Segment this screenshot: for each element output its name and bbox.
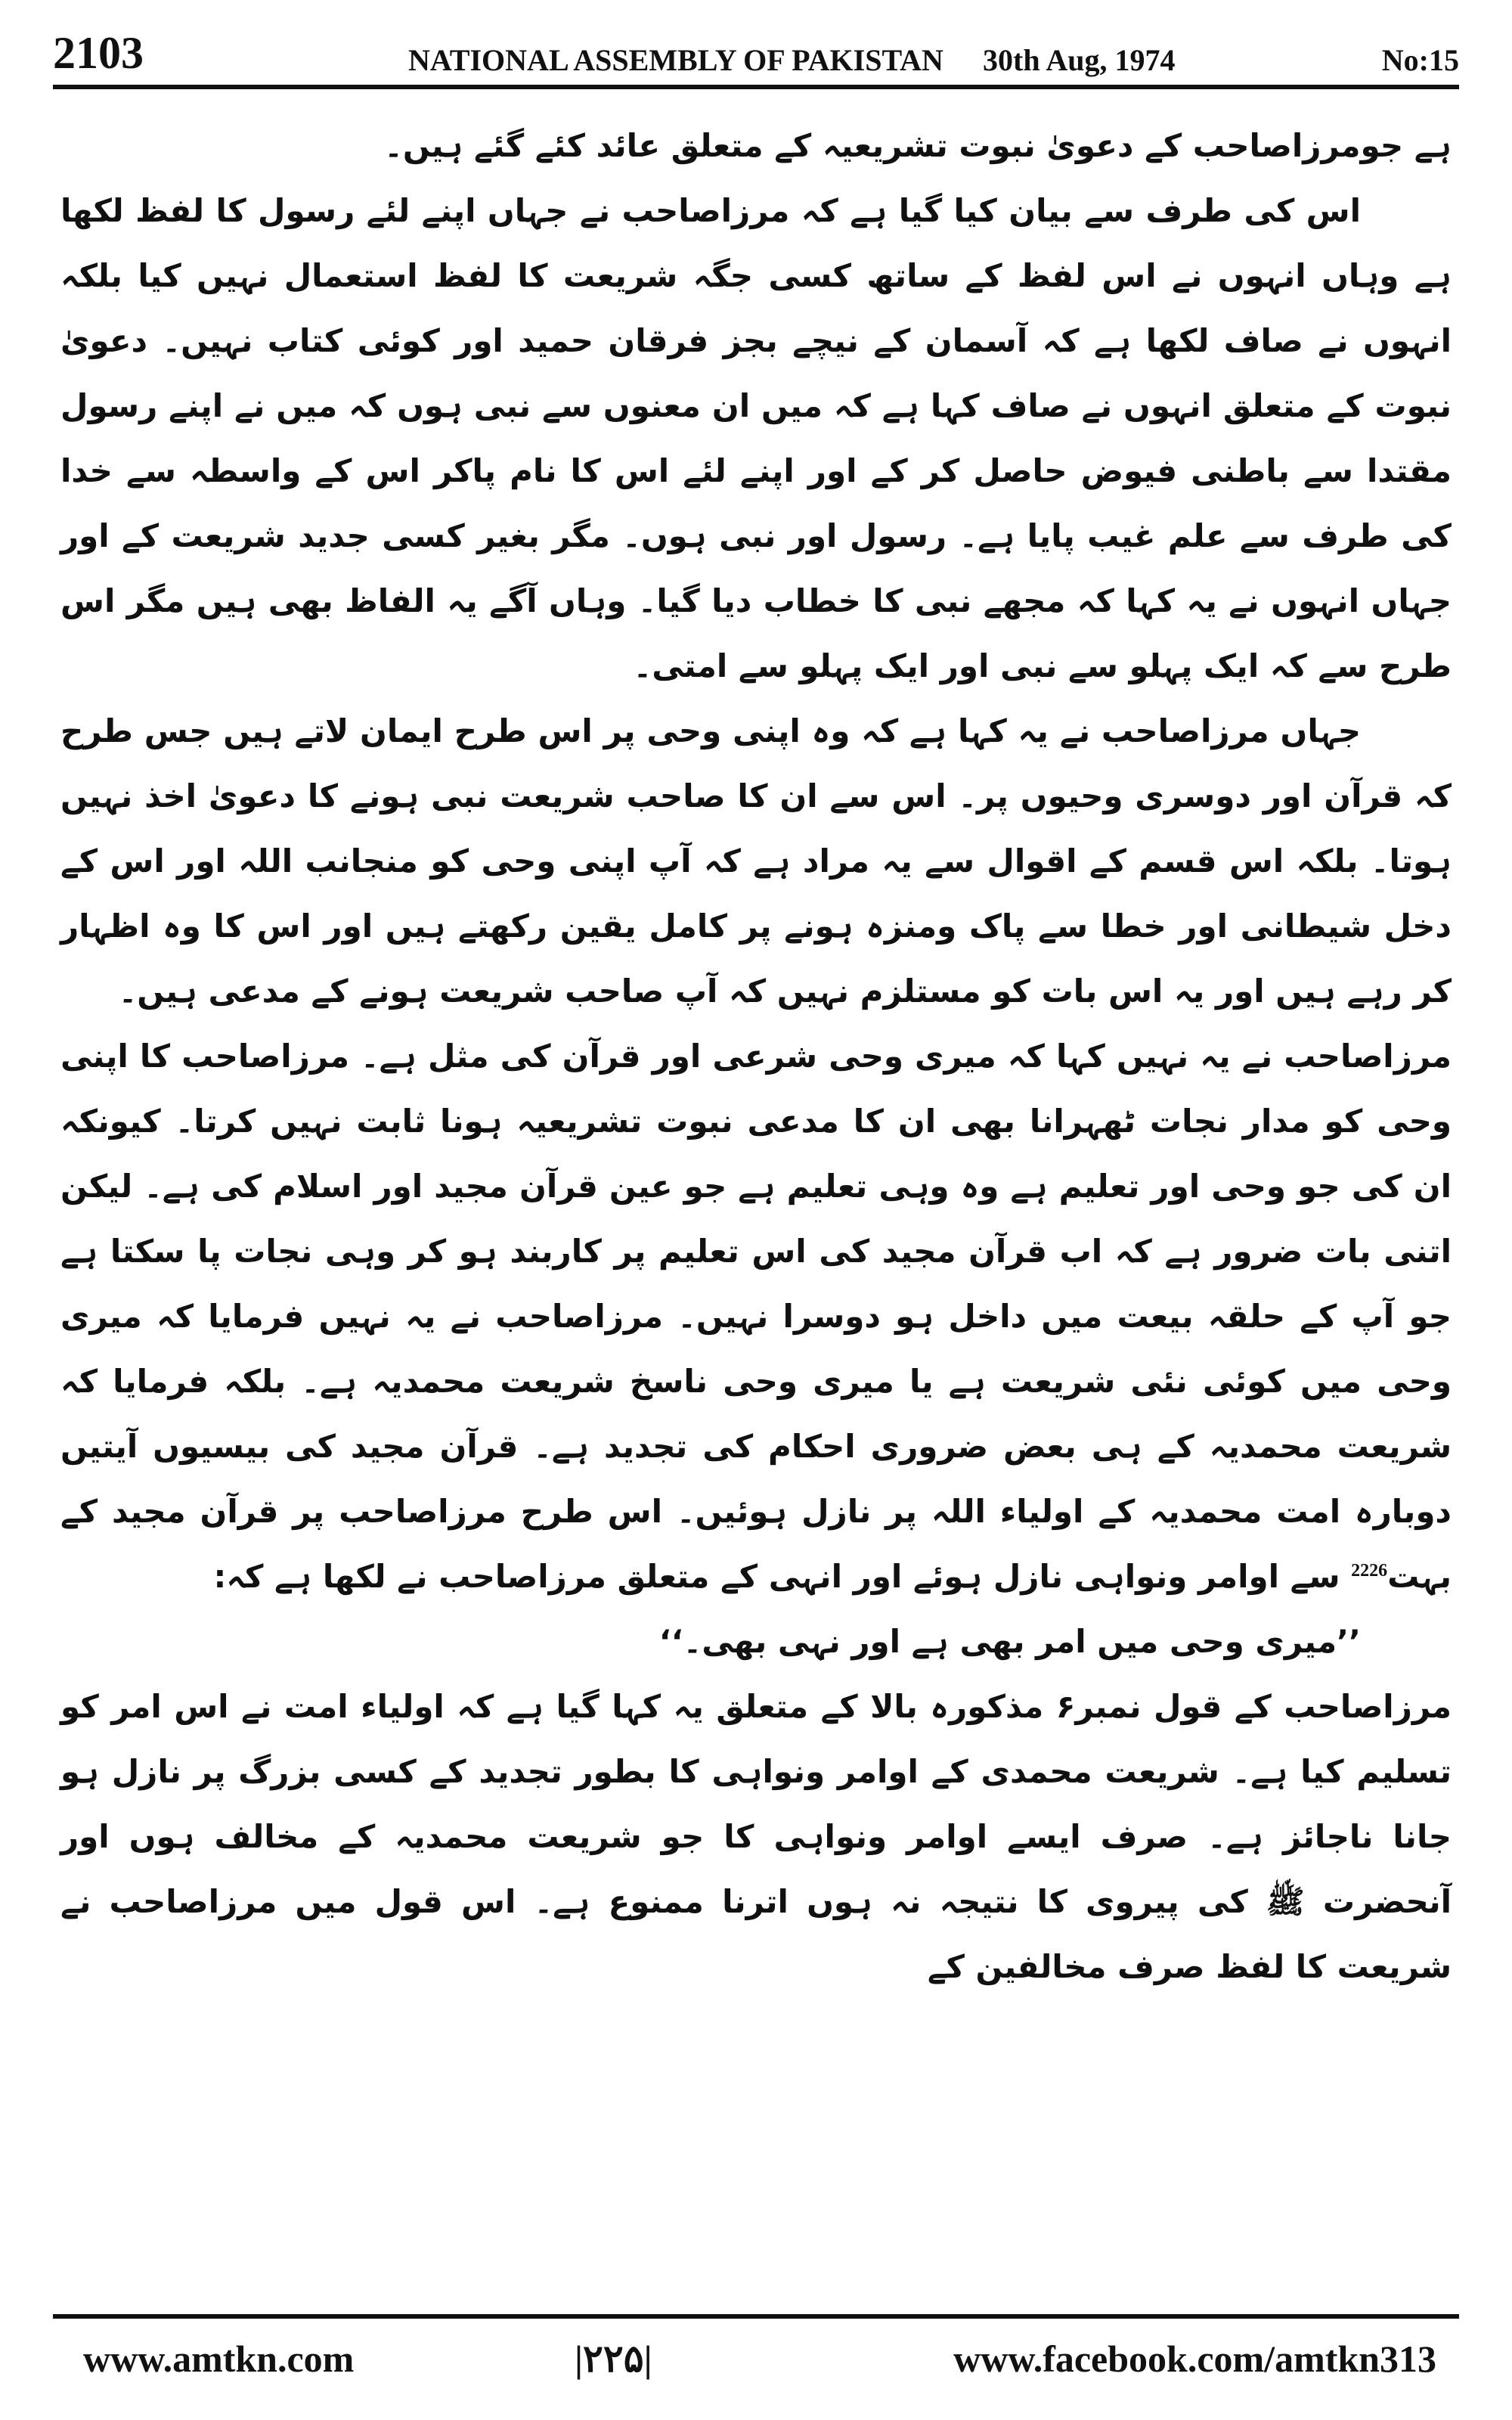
header-date: 30th Aug, 1974: [983, 43, 1176, 77]
header-issue-number: No:15: [1381, 43, 1459, 77]
paragraph-4-text-a: مرزاصاحب نے یہ نہیں کہا کہ میری وحی شرعی اور قرآن کی مثل ہے۔ مرزاصاحب کا اپنی وحی کو مدار نجات ٹھہرانا بھی ان کا مدعی نبوت تشریعیہ ہونا ثابت نہیں کرتا۔ کیونکہ ان کی جو وحی اور تعلیم ہے وہ وہی تعلیم ہے جو عین قرآن مجید اور اسلام کی ہے۔ لیکن اتنی بات ضرور ہے کہ اب قرآن مجید کی اس تعلیم پر کاربند ہو کر وہی نجات پا سکتا ہے جو آپ کے حلقہ بیعت میں داخل ہو دوسرا نہیں۔ مرزاصاحب نے یہ نہیں فرمایا کہ میری وحی میں کوئی نئی شریعت ہے یا میری وحی ناسخ شریعت محمدیہ ہے۔ بلکہ فرمایا کہ شریعت محمدیہ کے ہی بعض ضروری احکام کی تجدید ہے۔ قرآن مجید کی بیسیوں آیتیں دوبارہ امت محمدیہ کے اولیاء اللہ پر نازل ہوئیں۔ اس طرح مرزاصاحب پر قرآن مجید کے بہت: [60, 1038, 1452, 1595]
paragraph-2: اس کی طرف سے بیان کیا گیا ہے کہ مرزاصاحب نے جہاں اپنے لئے رسول کا لفظ لکھا ہے وہاں انہوں نے اس لفظ کے ساتھ کسی جگہ شریعت کا لفظ استعمال نہیں کیا بلکہ انہوں نے صاف لکھا ہے کہ آسمان کے نیچے بجز فرقان حمید اور کوئی کتاب نہیں۔ دعویٰ نبوت کے متعلق انہوں نے صاف کہا ہے کہ میں ان معنوں سے نبی ہوں کہ میں نے اپنے رسول مقتدا سے باطنی فیوض حاصل کر کے اور اپنے لئے اس کا نام پاکر اس کے واسطہ سے خدا کی طرف سے علم غیب پایا ہے۔ رسول اور نبی ہوں۔ مگر بغیر کسی جدید شریعت کے اور جہاں انہوں نے یہ کہا کہ مجھے نبی کا خطاب دیا گیا۔ وہاں آگے یہ الفاظ بھی ہیں مگر اس طرح سے کہ ایک پہلو سے نبی اور ایک پہلو سے امتی۔: [60, 192, 1452, 684]
page-footer: [53, 2337, 1459, 2390]
header-title: NATIONAL ASSEMBLY OF PAKISTAN: [408, 43, 943, 77]
paragraph-3: جہاں مرزاصاحب نے یہ کہا ہے کہ وہ اپنی وحی پر اس طرح ایمان لاتے ہیں جس طرح کہ قرآن اور دوسری وحیوں پر۔ اس سے ان کا صاحب شریعت نبی ہونے کا دعویٰ اخذ نہیں ہوتا۔ بلکہ اس قسم کے اقوال سے یہ مراد ہے کہ آپ اپنی وحی کو منجانب اللہ اور اس کے دخل شیطانی اور خطا سے پاک ومنزہ ہونے پر کامل یقین رکھتے ہیں اور اس کا وہ اظہار کر رہے ہیں اور یہ اس بات کو مستلزم نہیں کہ آپ صاحب شریعت ہونے کے مدعی ہیں۔: [60, 712, 1452, 1010]
quotation: ’’میری وحی میں امر بھی ہے اور نہی بھی۔‘‘: [658, 1623, 1361, 1660]
footer-facebook-link[interactable]: www.facebook.com/amtkn313: [953, 2338, 1436, 2380]
footer-divider: [53, 2314, 1459, 2319]
document-body: [60, 113, 1452, 2269]
page-header: [53, 27, 1459, 88]
paragraph-1: ہے جومرزاصاحب کے دعویٰ نبوت تشریعیہ کے متعلق عائد کئے گئے ہیں۔: [384, 127, 1452, 164]
footer-website-link[interactable]: www.amtkn.com: [83, 2338, 355, 2380]
header-divider: [53, 85, 1459, 89]
paragraph-4: [60, 1024, 1452, 1609]
paragraph-4-text-b: سے اوامر ونواہی نازل ہوئے اور انہی کے متعلق مرزاصاحب نے لکھا ہے کہ:: [213, 1558, 1352, 1595]
page-number: 2103: [53, 28, 144, 78]
reference-number: 2226: [1351, 1561, 1388, 1581]
paragraph-5: مرزاصاحب کے قول نمبر۶ مذکورہ بالا کے متعلق یہ کہا گیا ہے کہ اولیاء امت نے اس امر کو تسلیم کیا ہے۔ شریعت محمدی کے اوامر ونواہی کا بطور تجدید کے کسی بزرگ پر نازل ہو جانا ناجائز ہے۔ صرف ایسے اوامر ونواہی کا جو شریعت محمدیہ کے مخالف ہوں اور آنحضرت ﷺ کی پیروی کا نتیجہ نہ ہوں اترنا ممنوع ہے۔ اس قول میں مرزاصاحب نے شریعت کا لفظ صرف مخالفین کے: [60, 1688, 1452, 1985]
footer-page-marker: |۲۲۵|: [575, 2338, 652, 2380]
